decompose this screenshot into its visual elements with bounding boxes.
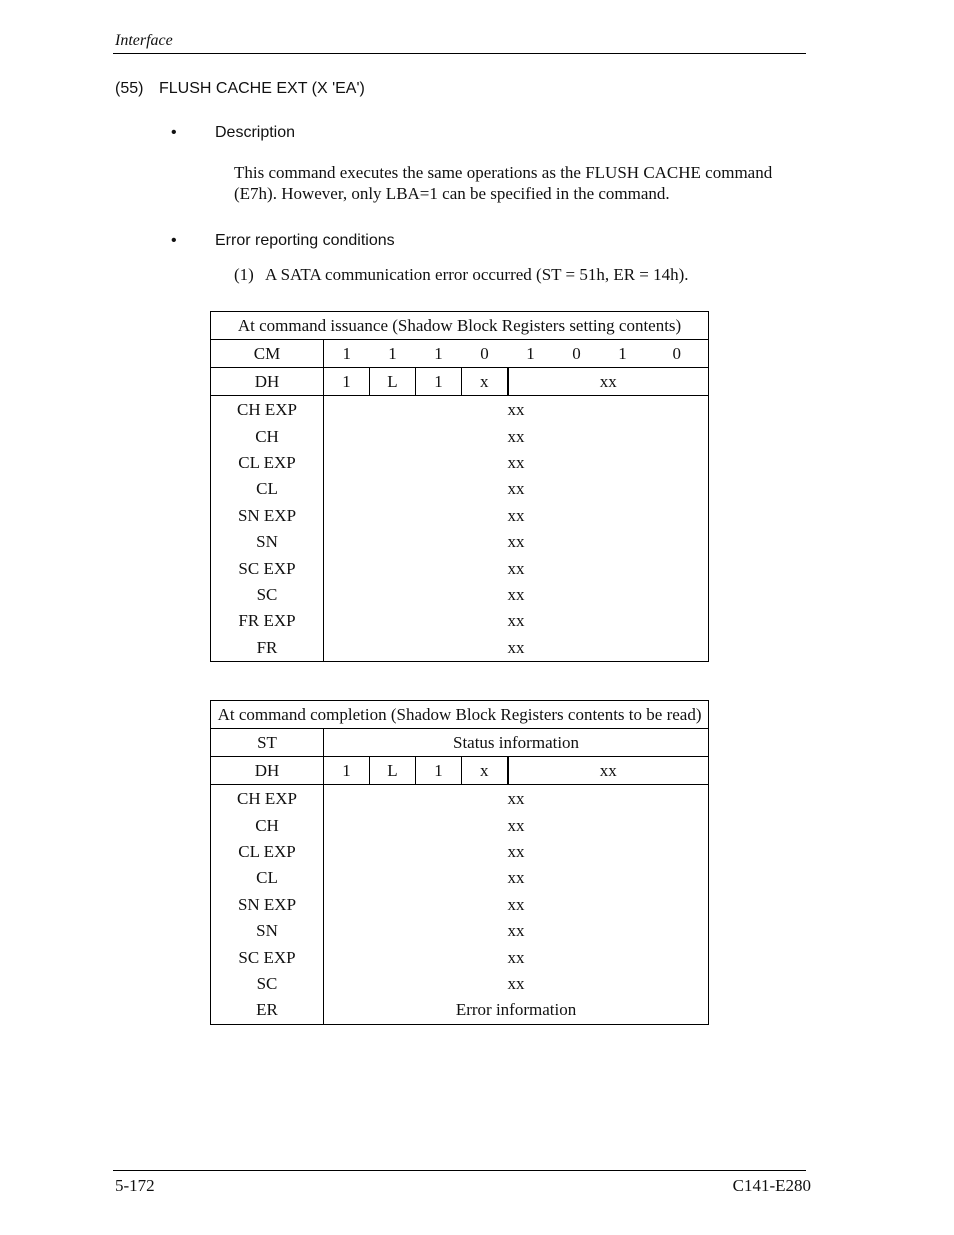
register-value: xx bbox=[324, 971, 709, 997]
register-name: SC EXP bbox=[211, 555, 324, 581]
register-value: xx bbox=[324, 944, 709, 970]
dh-bit: L bbox=[370, 368, 416, 396]
cm-bit: 0 bbox=[646, 340, 709, 368]
register-value: xx bbox=[324, 892, 709, 918]
register-value: xx bbox=[324, 423, 709, 449]
register-name: FR bbox=[211, 635, 324, 662]
description-paragraph: This command executes the same operations as the FLUSH CACHE command (E7h). However, only LBA=1 can be specified in the command. bbox=[234, 163, 773, 203]
register-value: xx bbox=[324, 839, 709, 865]
register-name: CL EXP bbox=[211, 839, 324, 865]
bullet-label: Error reporting conditions bbox=[215, 232, 395, 249]
condition-item bbox=[234, 265, 689, 285]
register-value: xx bbox=[324, 503, 709, 529]
table-caption: At command completion (Shadow Block Registers contents to be read) bbox=[211, 701, 709, 729]
dh-bit: 1 bbox=[416, 757, 462, 785]
status-value: Status information bbox=[324, 729, 709, 757]
cm-bit: 1 bbox=[600, 340, 646, 368]
register-value: xx bbox=[324, 396, 709, 424]
dh-bit: 1 bbox=[324, 757, 370, 785]
register-value: xx bbox=[324, 918, 709, 944]
register-name: ST bbox=[211, 729, 324, 757]
table-caption: At command issuance (Shadow Block Registers setting contents) bbox=[211, 312, 709, 340]
register-name: CH EXP bbox=[211, 396, 324, 424]
register-name: SN EXP bbox=[211, 892, 324, 918]
register-value: xx bbox=[324, 555, 709, 581]
dh-bit: x bbox=[462, 757, 508, 785]
condition-text: A SATA communication error occurred (ST = 51h, ER = 14h). bbox=[265, 265, 689, 284]
register-name: CL bbox=[211, 865, 324, 891]
register-value: xx bbox=[324, 476, 709, 502]
register-name: DH bbox=[211, 368, 324, 396]
register-name: CH bbox=[211, 423, 324, 449]
register-value: xx bbox=[324, 529, 709, 555]
cm-bit: 0 bbox=[462, 340, 508, 368]
cm-bit: 1 bbox=[324, 340, 370, 368]
register-name: SN EXP bbox=[211, 503, 324, 529]
page-number: 5-172 bbox=[115, 1176, 155, 1195]
register-value: xx bbox=[324, 865, 709, 891]
register-name: SC EXP bbox=[211, 944, 324, 970]
register-value: xx bbox=[324, 785, 709, 813]
register-name: ER bbox=[211, 997, 324, 1024]
register-value: xx bbox=[324, 608, 709, 634]
section-title: FLUSH CACHE EXT (X 'EA') bbox=[159, 80, 365, 97]
section-number: (55) bbox=[115, 80, 144, 97]
bullet-marker: • bbox=[171, 124, 177, 141]
section-heading bbox=[115, 80, 365, 98]
dh-remaining-bits: xx bbox=[508, 757, 709, 785]
bullet-label: Description bbox=[215, 124, 296, 141]
document-code: C141-E280 bbox=[732, 1176, 811, 1195]
register-name: SN bbox=[211, 918, 324, 944]
register-name: SC bbox=[211, 582, 324, 608]
dh-bit: x bbox=[462, 368, 508, 396]
cm-bit: 1 bbox=[370, 340, 416, 368]
footer-rule bbox=[113, 1170, 806, 1171]
register-name: CL EXP bbox=[211, 450, 324, 476]
cm-bit: 0 bbox=[554, 340, 600, 368]
bullet-error-conditions bbox=[171, 232, 395, 250]
register-name: FR EXP bbox=[211, 608, 324, 634]
dh-bit: L bbox=[370, 757, 416, 785]
cm-bit: 1 bbox=[416, 340, 462, 368]
cm-bit: 1 bbox=[508, 340, 554, 368]
register-value: xx bbox=[324, 582, 709, 608]
completion-register-table bbox=[210, 700, 709, 1025]
register-name: CL bbox=[211, 476, 324, 502]
bullet-marker: • bbox=[171, 232, 177, 249]
register-name: SC bbox=[211, 971, 324, 997]
register-name: CM bbox=[211, 340, 324, 368]
issuance-register-table bbox=[210, 311, 709, 662]
bullet-description bbox=[171, 124, 295, 142]
register-value: xx bbox=[324, 812, 709, 838]
running-header: Interface bbox=[115, 32, 173, 49]
condition-number: (1) bbox=[234, 265, 254, 284]
register-value: Error information bbox=[324, 997, 709, 1024]
register-value: xx bbox=[324, 635, 709, 662]
dh-bit: 1 bbox=[416, 368, 462, 396]
register-name: CH bbox=[211, 812, 324, 838]
register-name: DH bbox=[211, 757, 324, 785]
header-rule bbox=[113, 53, 806, 54]
register-name: CH EXP bbox=[211, 785, 324, 813]
register-value: xx bbox=[324, 450, 709, 476]
dh-bit: 1 bbox=[324, 368, 370, 396]
register-name: SN bbox=[211, 529, 324, 555]
dh-remaining-bits: xx bbox=[508, 368, 709, 396]
